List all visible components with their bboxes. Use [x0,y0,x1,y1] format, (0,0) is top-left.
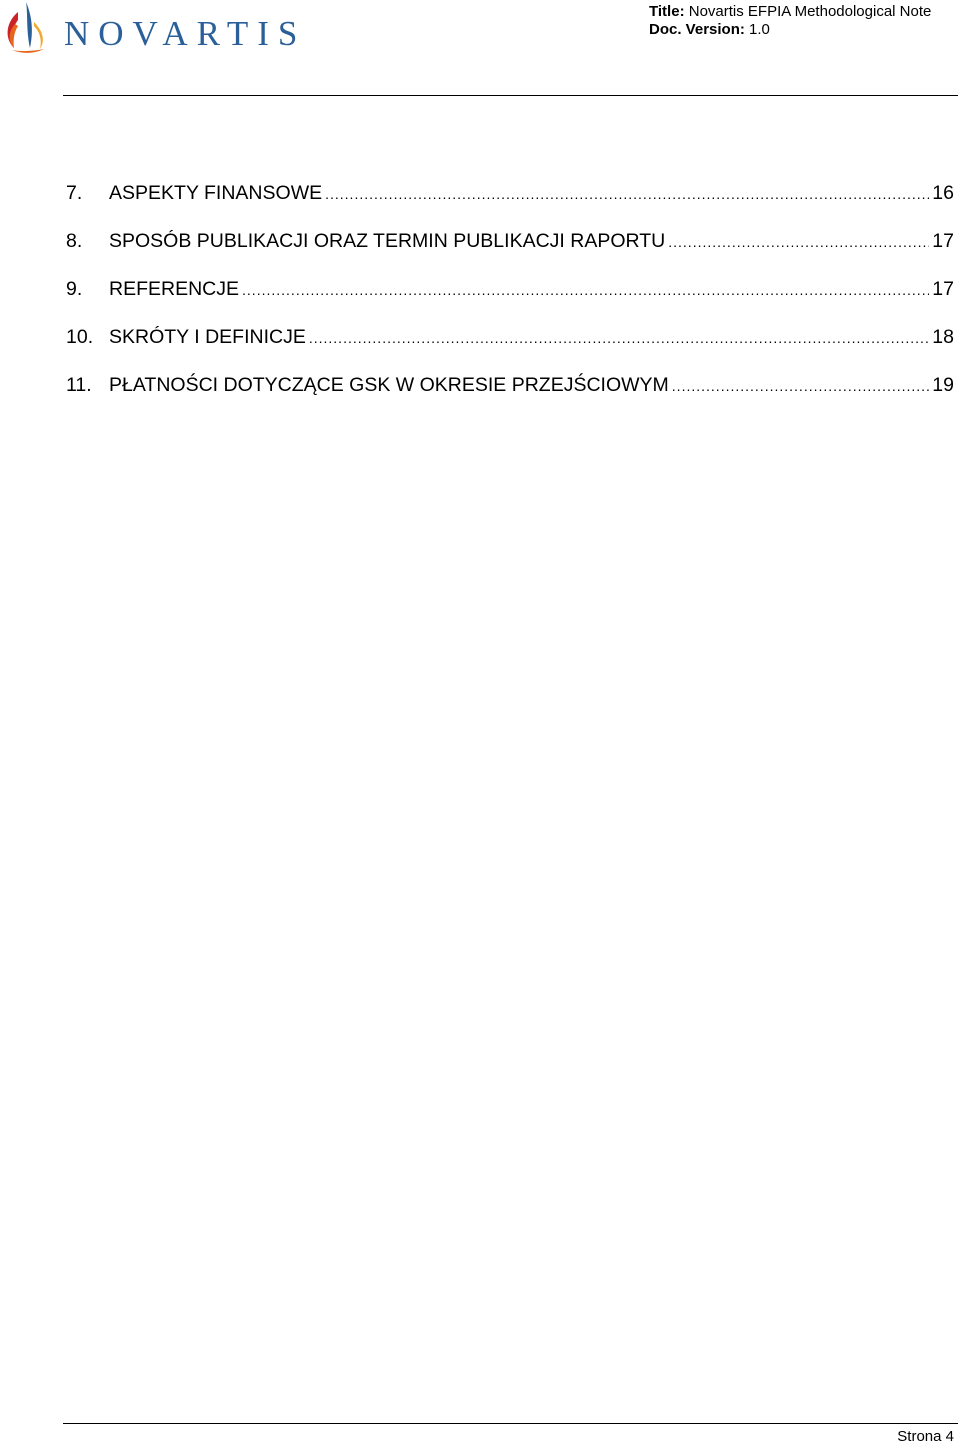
toc-entry-page[interactable]: 16 [932,182,954,204]
toc-dot-leader [668,227,929,257]
toc-entry[interactable] [66,178,954,226]
version-value: 1.0 [749,21,770,38]
document-title-line [649,3,931,21]
toc-entry-number: 7. [66,182,83,204]
toc-entry-title[interactable]: PŁATNOŚCI DOTYCZĄCE GSK W OKRESIE PRZEJŚCIOWYM [109,374,669,396]
document-version-line [649,21,931,39]
version-label: Doc. Version: [649,21,745,38]
title-value: Novartis EFPIA Methodological Note [688,3,932,20]
toc-entry[interactable] [66,226,954,274]
page-number: Strona 4 [897,1428,954,1445]
toc-dot-leader [325,179,929,209]
document-meta [649,3,931,39]
toc-entry[interactable] [66,274,954,322]
toc-entry-number: 9. [66,278,83,300]
logo-wordmark: NOVARTIS [64,14,307,53]
toc-entry-title[interactable]: SKRÓTY I DEFINICJE [109,326,306,348]
toc-entry-page[interactable]: 17 [932,278,954,300]
title-label: Title: [649,3,685,20]
toc-entry-page[interactable]: 19 [932,374,954,396]
toc-entry-number: 8. [66,230,83,252]
toc-dot-leader [242,275,929,305]
footer-divider [63,1423,958,1424]
toc-entry-number: 11. [66,374,92,396]
toc-entry[interactable] [66,322,954,370]
toc-entry-title[interactable]: REFERENCJE [109,278,240,300]
header-divider [63,95,958,96]
toc-entry-page[interactable]: 17 [932,230,954,252]
novartis-flame-icon [2,0,50,56]
toc-dot-leader [672,371,930,401]
toc-entry-page[interactable]: 18 [932,326,954,348]
table-of-contents [66,178,954,418]
toc-entry-title[interactable]: SPOSÓB PUBLIKACJI ORAZ TERMIN PUBLIKACJI RAPORTU [109,230,666,252]
toc-entry[interactable] [66,370,954,418]
toc-entry-title[interactable]: ASPEKTY FINANSOWE [109,182,323,204]
toc-entry-number: 10. [66,326,94,348]
toc-dot-leader [309,323,929,353]
